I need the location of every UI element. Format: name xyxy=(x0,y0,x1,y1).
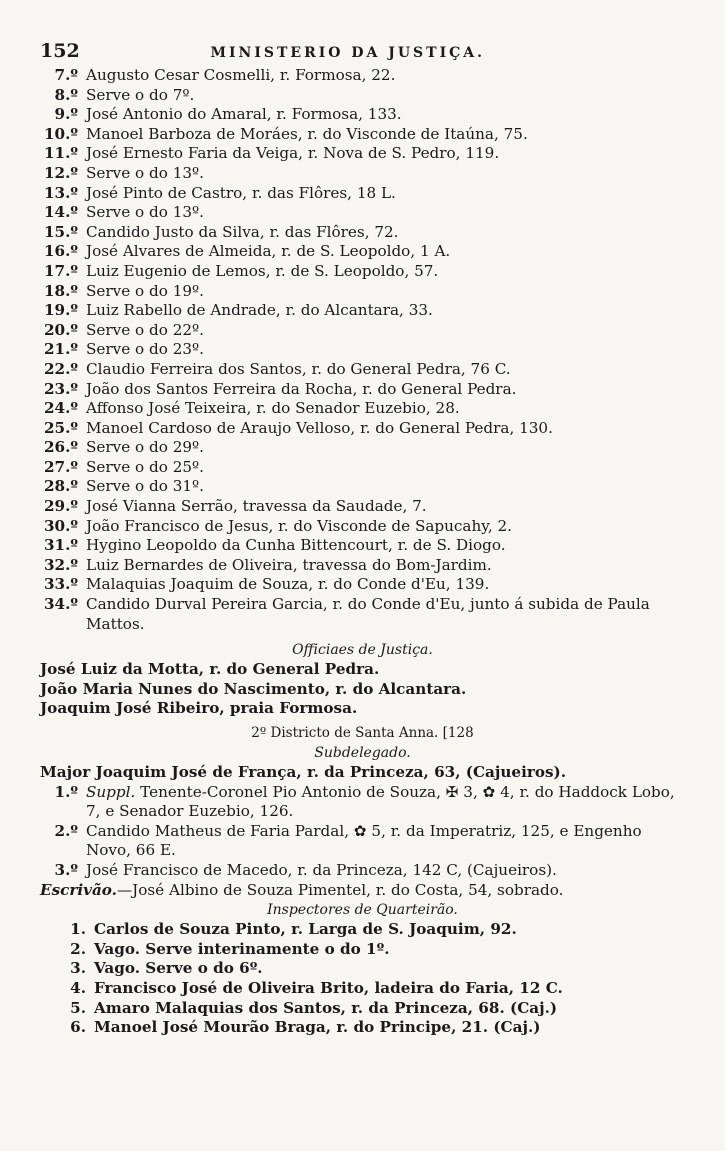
item-number: 7.º xyxy=(54,66,78,84)
list-item xyxy=(40,66,685,86)
list-item xyxy=(40,144,685,164)
item-number: 31.º xyxy=(43,536,78,555)
subdelegado-heading: Subdelegado. xyxy=(314,745,411,761)
item-text: Candido Durval Pereira Garcia, r. do Conde d'Eu, junto á subida de Paula Mattos. xyxy=(86,595,650,633)
inspector-item xyxy=(40,979,685,999)
inspectores-list xyxy=(40,920,685,1038)
item-number: 14.º xyxy=(43,203,78,222)
list-item xyxy=(40,497,685,517)
inspector-item xyxy=(40,959,685,979)
item-text: Serve o do 23º. xyxy=(86,340,205,359)
item-text: Candido Matheus de Faria Pardal, ✿ 5, r. da Imperatriz, 125, e Engenho Novo, 66 E. xyxy=(86,821,642,860)
item-number: 11.º xyxy=(43,144,78,163)
list-item xyxy=(40,477,685,497)
inspector-item xyxy=(40,999,685,1019)
list-item xyxy=(40,203,685,223)
numbered-list xyxy=(40,66,685,634)
list-item xyxy=(40,399,685,419)
item-text: Serve o do 31º. xyxy=(86,477,205,496)
item-text: Claudio Ferreira dos Santos, r. do General Pedra, 76 C. xyxy=(86,359,511,378)
item-number: 27.º xyxy=(43,457,78,476)
item-number: 19.º xyxy=(43,301,78,320)
item-text: Luiz Eugenio de Lemos, r. de S. Leopoldo, 57. xyxy=(86,261,439,280)
list-item xyxy=(40,556,685,576)
list-item xyxy=(40,242,685,262)
list-item xyxy=(40,536,685,556)
item-text: Serve o do 19º. xyxy=(86,281,205,300)
item-text: Serve o do 25º. xyxy=(86,457,205,476)
list-item xyxy=(40,105,685,125)
official-item: Joaquim José Ribeiro, praia Formosa. xyxy=(40,699,358,718)
item-text: Hygino Leopoldo da Cunha Bittencourt, r. de S. Diogo. xyxy=(86,536,506,555)
item-text: Serve o do 13º. xyxy=(86,203,205,222)
item-text: Tenente-Coronel Pio Antonio de Souza, ✠ 3, ✿ 4, r. do Haddock Lobo, 7, e Senador Euzebio, 126. xyxy=(86,782,675,821)
list-item xyxy=(40,419,685,439)
official-item: José Luiz da Motta, r. do General Pedra. xyxy=(40,660,380,679)
item-number: 2.º xyxy=(54,821,78,840)
item-number: 13.º xyxy=(43,183,78,202)
inspector-item xyxy=(40,920,685,940)
item-number: 32.º xyxy=(43,555,78,574)
list-item xyxy=(40,125,685,145)
item-number: 24.º xyxy=(43,399,78,418)
officiaes-list xyxy=(40,660,685,719)
list-item xyxy=(40,438,685,458)
item-text: Serve o do 13º. xyxy=(86,163,205,182)
running-title: MINISTERIO DA JUSTIÇA. xyxy=(210,45,485,61)
list-item xyxy=(40,282,685,302)
item-text: José Francisco de Macedo, r. da Princeza, 142 C, (Cajueiros). xyxy=(86,860,557,879)
escrivao-label: Escrivão. xyxy=(40,880,117,899)
item-number: 3.º xyxy=(54,860,78,879)
item-text: Malaquias Joaquim de Souza, r. do Conde d'Eu, 139. xyxy=(86,575,490,594)
item-number: 10.º xyxy=(43,124,78,143)
item-text: Major Joaquim José de França, r. da Princeza, 63, (Cajueiros). xyxy=(40,763,567,781)
inspector-item xyxy=(40,1018,685,1038)
item-text: Manoel Cardoso de Araujo Velloso, r. do General Pedra, 130. xyxy=(86,418,553,437)
item-number: 34.º xyxy=(43,595,78,614)
item-text: Candido Justo da Silva, r. das Flôres, 72. xyxy=(86,222,399,241)
item-number: 28.º xyxy=(43,477,78,496)
list-item xyxy=(40,517,685,537)
item-text: Amaro Malaquias dos Santos, r. da Princeza, 68. (Caj.) xyxy=(94,998,558,1017)
item-number: 2. xyxy=(70,939,86,958)
subdelegado-item xyxy=(40,783,685,822)
item-number: 15.º xyxy=(43,222,78,241)
list-item xyxy=(40,223,685,243)
item-number: 16.º xyxy=(43,242,78,261)
item-number: 21.º xyxy=(43,340,78,359)
item-text: Vago. Serve interinamente o do 1º. xyxy=(94,939,390,958)
list-item xyxy=(40,184,685,204)
officiaes-heading: Officiaes de Justiça. xyxy=(292,642,433,659)
item-text: José Vianna Serrão, travessa da Saudade, 7. xyxy=(86,497,427,516)
item-number: 33.º xyxy=(43,575,78,594)
item-text: Manoel José Mourão Braga, r. do Principe, 21. (Caj.) xyxy=(94,1018,541,1037)
subdelegado-list xyxy=(40,763,685,881)
item-text: Vago. Serve o do 6º. xyxy=(94,959,263,978)
subdelegado-item xyxy=(40,822,685,861)
item-text: João Francisco de Jesus, r. do Visconde de Sapucahy, 2. xyxy=(86,516,512,535)
item-text: Serve o do 22º. xyxy=(86,320,205,339)
item-number: 29.º xyxy=(43,497,78,516)
item-text: Manoel Barboza de Moráes, r. do Visconde de Itaúna, 75. xyxy=(86,124,528,143)
item-number: 20.º xyxy=(43,320,78,339)
item-number: 5. xyxy=(70,998,86,1017)
item-number: 30.º xyxy=(43,516,78,535)
item-number: 25.º xyxy=(43,418,78,437)
list-item xyxy=(40,458,685,478)
item-number: 17.º xyxy=(43,261,78,280)
item-number: 18.º xyxy=(43,281,78,300)
item-text: Serve o do 7º. xyxy=(86,85,195,104)
item-text: Carlos de Souza Pinto, r. Larga de S. Joaquim, 92. xyxy=(94,920,517,939)
item-text: Luiz Rabello de Andrade, r. do Alcantara, 33. xyxy=(86,301,433,320)
item-number: 23.º xyxy=(43,379,78,398)
list-item xyxy=(40,262,685,282)
district-title: 2º Districto de Santa Anna. [128 xyxy=(251,725,474,741)
subdelegado-item xyxy=(40,861,685,881)
list-item xyxy=(40,380,685,400)
list-item xyxy=(40,301,685,321)
page-header xyxy=(40,40,685,66)
item-number: 8.º xyxy=(54,85,78,104)
list-item xyxy=(40,595,685,634)
item-text: Serve o do 29º. xyxy=(86,438,205,457)
item-text: Augusto Cesar Cosmelli, r. Formosa, 22. xyxy=(86,66,396,84)
escrivao-text: —José Albino de Souza Pimentel, r. do Costa, 54, sobrado. xyxy=(116,880,564,899)
subdelegado-item xyxy=(40,763,685,783)
item-number: 4. xyxy=(70,978,86,997)
item-number: 6. xyxy=(70,1018,86,1037)
list-item xyxy=(40,360,685,380)
item-number: 1.º xyxy=(54,782,78,801)
item-number: 22.º xyxy=(43,359,78,378)
item-number: 9.º xyxy=(54,105,78,124)
item-role: Suppl. xyxy=(86,782,141,801)
item-text: Affonso José Teixeira, r. do Senador Euzebio, 28. xyxy=(86,399,460,418)
page-number: 152 xyxy=(40,40,80,62)
list-item xyxy=(40,164,685,184)
list-item xyxy=(40,575,685,595)
inspectores-heading: Inspectores de Quarteirão. xyxy=(267,902,458,919)
list-item xyxy=(40,86,685,106)
item-text: José Alvares de Almeida, r. de S. Leopoldo, 1 A. xyxy=(86,242,451,261)
item-text: José Pinto de Castro, r. das Flôres, 18 L. xyxy=(86,183,396,202)
inspector-item xyxy=(40,940,685,960)
item-number: 1. xyxy=(70,920,86,939)
list-item xyxy=(40,321,685,341)
item-number: 3. xyxy=(70,959,86,978)
official-item: João Maria Nunes do Nascimento, r. do Alcantara. xyxy=(40,679,467,698)
item-text: José Antonio do Amaral, r. Formosa, 133. xyxy=(86,105,402,124)
item-text: Luiz Bernardes de Oliveira, travessa do Bom-Jardim. xyxy=(86,555,492,574)
item-text: José Ernesto Faria da Veiga, r. Nova de S. Pedro, 119. xyxy=(86,144,500,163)
item-text: Francisco José de Oliveira Brito, ladeira do Faria, 12 C. xyxy=(94,978,563,997)
list-item xyxy=(40,340,685,360)
item-number: 12.º xyxy=(43,163,78,182)
escrivao-line xyxy=(40,881,685,901)
item-number: 26.º xyxy=(43,438,78,457)
item-text: João dos Santos Ferreira da Rocha, r. do General Pedra. xyxy=(86,379,517,398)
